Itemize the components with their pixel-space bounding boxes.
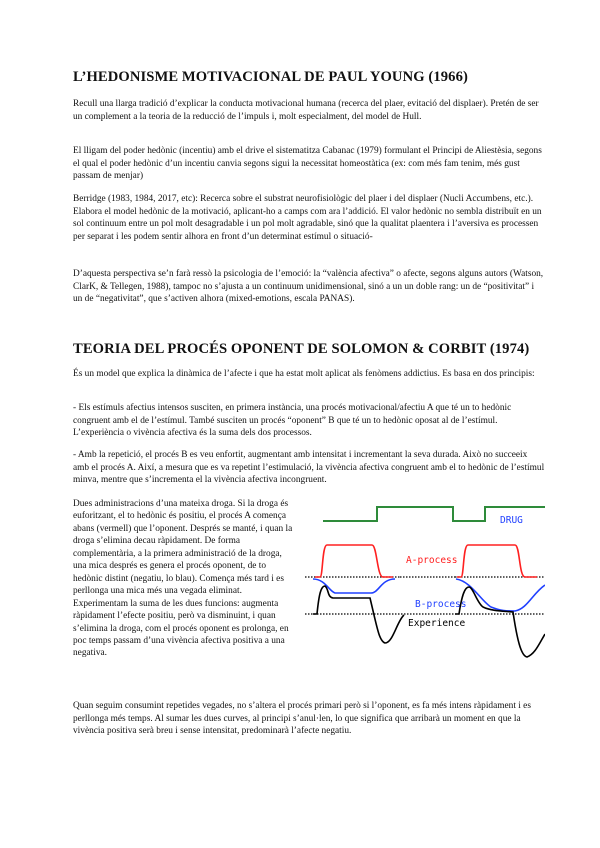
paragraph: D’aquesta perspectiva se’n farà ressò la psicologia de l’emoció: la “valència afectiva” o afecte, segons alguns autors (Watson, ClarK, & Tellegen, 1988), tampoc no s’ajusta a un continuum unidimensional, sinó a un un doble rang: un de “positivitat” i un de “negativitat”, que s’activen alhora (mixed-emotions, escala PANAS).: [73, 269, 544, 305]
paragraph: El lligam del poder hedònic (incentiu) amb el drive el sistematitza Cabanac (1979) formulant el Principi de Aliestèsia, segons el qual el poder hedònic d’un incentiu canvia segons sigui la necessitat homeostàtica (ex: com més fam tenim, més gust passam de menjar): [73, 146, 542, 182]
closing-paragraph: Quan seguim consumint repetides vegades, no s’altera el procés primari però si l’oponent, es fa més intens ràpidament i es perllonga més temps. Al sumar les dues curves, al principi s’anul·len, lo que significa que arribarà un moment en que la vivència positiva serà breu i sense intensitat, predominarà l’afecte negatiu.: [73, 701, 531, 737]
b-process-label: B-process: [415, 599, 467, 610]
drug-label: DRUG: [500, 515, 523, 526]
a-process-label: A-process: [406, 555, 458, 566]
paragraph: - Els estímuls afectius intensos susciten, en primera instància, una procés motivacional/afectiu A que té un to hedònic congruent amb el de l’estímul. També susciten un procés “oponent” B que té un to hedònic oposat al de l’estímul. L’experiència o vivència afectiva és la suma dels dos processos.: [73, 403, 512, 439]
paragraph: És un model que explica la dinàmica de l’afecte i que ha estat molt aplicat als fenòmens addictius. Es basa en dos principis:: [73, 369, 535, 379]
a-process-curve-first: [315, 545, 393, 577]
paragraph: - Amb la repetició, el procés B es veu enfortit, augmentant amb intensitat i incrementant la seva durada. Això no succeeix amb el procés A. Així, a mesura que es va repetint l’estimulació, la vivència afectiva congruent amb el to hedònic de l’estímul minva, mentre que s’incrementa el la vivència afectiva incongruent.: [73, 450, 545, 486]
b-process-curve-second: [456, 579, 545, 611]
experience-label: Experience: [408, 618, 466, 629]
paragraph: Berridge (1983, 1984, 2017, etc): Recerca sobre el substrat neurofisiològic del plaer i del displaer (Nucli Accumbens, etc.). Elabora el model hedònic de la motivació, aplicant-ho a camps com ara l’addició. El valor hedònic no sembla distribuït en un sol continuum entre un pol molt desagradable i un pol molt agradable, sinó que la qualitat plaentera i l’aversiva es processen per separat i les podem sentir alhora en front d’un determinat estímul o situació-: [73, 194, 542, 242]
section-title-proces-oponent: TEORIA DEL PROCÉS OPONENT DE SOLOMON & CORBIT (1974): [73, 341, 530, 357]
opponent-process-figure: [305, 499, 545, 674]
figure-caption: Dues administracions d’una mateixa droga. Si la droga és euforitzant, el to hedònic és positiu, el procés A comença abans (vermell) que l’oponent. Després se manté, i quan la droga s’elimina decau ràpidament. De forma complementària, a la primera administració de la droga, una mica després es genera el procés oponent, de to hedònic distint (negatiu, lo blau). Comença més tard i es perllonga una mica més una vegada eliminat. Experimentam la suma de les dues funcions: augmenta ràpidament l’efecte positiu, però va disminuint, i quan s’elimina la droga, com el procés oponent es prolonga, en poc temps passam d’una vivència afectiva positiva a una negativa.: [73, 499, 293, 659]
a-process-curve-second: [457, 545, 537, 577]
opponent-process-diagram: [305, 499, 545, 674]
section-title-hedonisme: L’HEDONISME MOTIVACIONAL DE PAUL YOUNG (1966): [73, 69, 468, 85]
paragraph: Recull una llarga tradició d’explicar la conducta motivacional humana (recerca del plaer, evitació del displaer). Pretén de ser un complement a la teoria de la reducció de l’impuls i, molt especialment, del model de Hull.: [73, 99, 539, 122]
